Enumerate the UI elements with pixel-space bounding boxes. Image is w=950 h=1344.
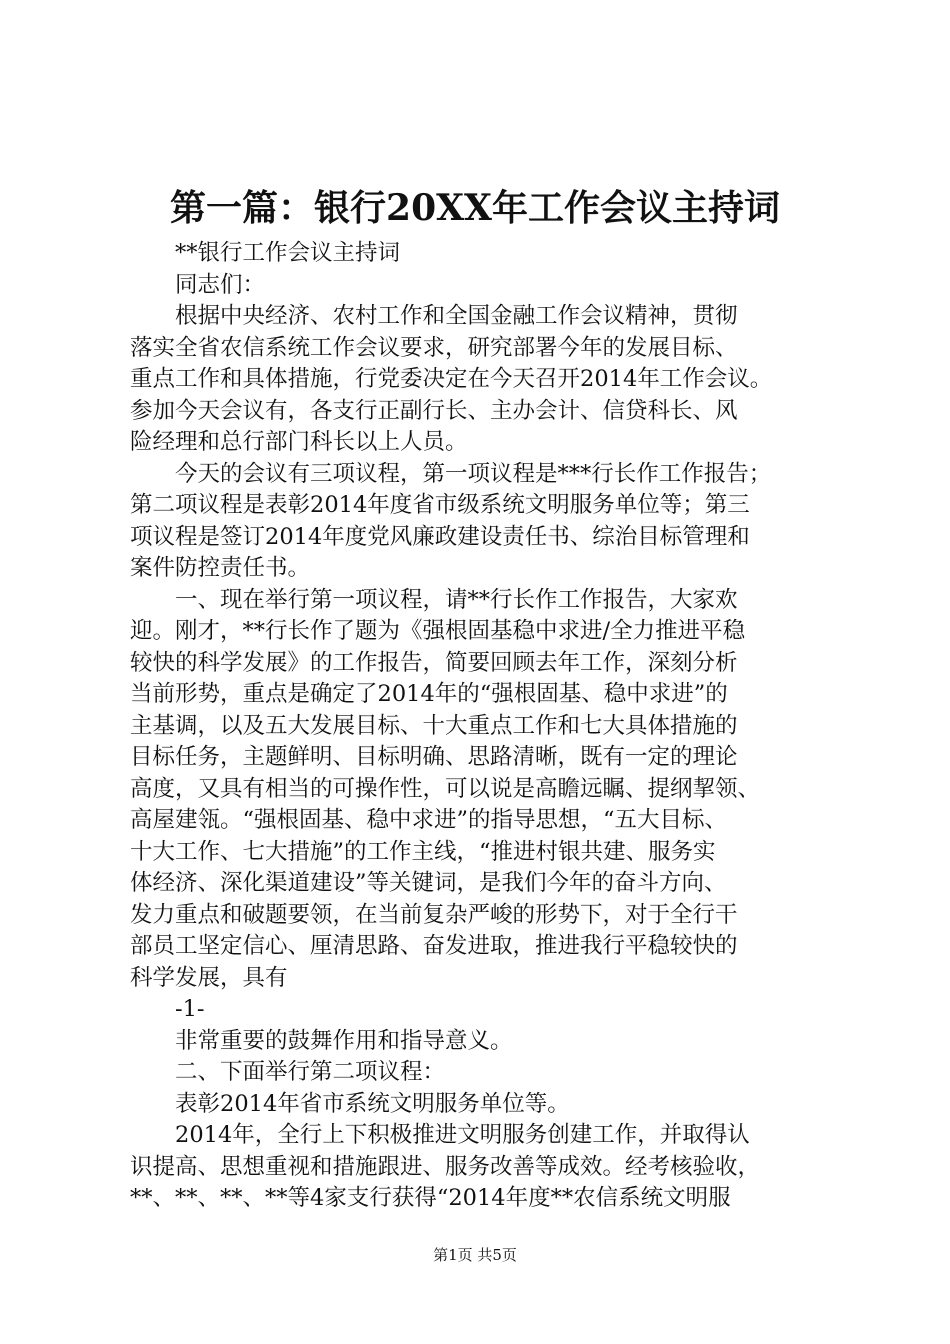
- text-line: -1-: [175, 996, 205, 1022]
- text-line: 体经济、深化渠道建设”等关键词，是我们今年的奋斗方向、: [130, 870, 727, 896]
- text-line: 二、下面举行第二项议程：: [175, 1059, 446, 1085]
- text-line: 今天的会议有三项议程，第一项议程是***行长作工作报告；: [175, 460, 772, 487]
- text-line: 高屋建瓴。“强根固基、稳中求进”的指导思想，“五大目标、: [130, 807, 728, 833]
- text-line: 发力重点和破题要领，在当前复杂严峻的形势下，对于全行干: [130, 901, 738, 928]
- text-line: 案件防控责任书。: [130, 555, 311, 581]
- text-line: 重点工作和具体措施，行党委决定在今天召开2014年工作会议。: [130, 366, 773, 392]
- text-line: 表彰2014年省市系统文明服务单位等。: [175, 1090, 570, 1117]
- text-line: 科学发展，具有: [130, 964, 288, 991]
- text-line: 参加今天会议有，各支行正副行长、主办会计、信贷科长、风: [130, 397, 738, 424]
- document-body: [130, 238, 820, 1215]
- text-line: 主基调，以及五大发展目标、十大重点工作和七大具体措施的: [130, 712, 738, 739]
- text-line: 目标任务，主题鲜明、目标明确、思路清晰，既有一定的理论: [130, 744, 738, 770]
- text-line: 迎。刚才，**行长作了题为《强根固基稳中求进/全力推进平稳: [130, 618, 746, 644]
- text-line: 非常重要的鼓舞作用和指导意义。: [175, 1027, 513, 1054]
- text-line: 识提高、思想重视和措施跟进、服务改善等成效。经考核验收，: [130, 1153, 761, 1180]
- text-line: 十大工作、七大措施”的工作主线，“推进村银共建、服务实: [130, 838, 716, 865]
- text-line: 较快的科学发展》的工作报告，简要回顾去年工作，深刻分析: [130, 649, 738, 676]
- text-line: **银行工作会议主持词: [175, 240, 401, 266]
- text-line: 高度，又具有相当的可操作性，可以说是高瞻远瞩、提纲挈领、: [130, 775, 761, 802]
- text-line: 当前形势，重点是确定了2014年的“强根固基、稳中求进”的: [130, 681, 728, 707]
- text-line: 第二项议程是表彰2014年度省市级系统文明服务单位等；第三: [130, 492, 750, 518]
- text-line: 一、现在举行第一项议程，请**行长作工作报告，大家欢: [175, 586, 738, 613]
- document-title: 第一篇：银行20XX年工作会议主持词: [170, 187, 780, 229]
- text-line: **、**、**、**等4家支行获得“2014年度**农信系统文明服: [130, 1185, 731, 1211]
- text-line: 落实全省农信系统工作会议要求，研究部署今年的发展目标、: [130, 334, 738, 361]
- page-footer: 第1页 共5页: [433, 1246, 517, 1264]
- text-line: 同志们：: [175, 271, 266, 298]
- text-line: 险经理和总行部门科长以上人员。: [130, 429, 468, 455]
- text-line: 根据中央经济、农村工作和全国金融工作会议精神，贯彻: [175, 303, 738, 329]
- text-line: 部员工坚定信心、厘清思路、奋发进取，推进我行平稳较快的: [130, 933, 738, 959]
- text-line: 2014年，全行上下积极推进文明服务创建工作，并取得认: [175, 1122, 750, 1148]
- text-line: 项议程是签订2014年度党风廉政建设责任书、综治目标管理和: [130, 523, 750, 550]
